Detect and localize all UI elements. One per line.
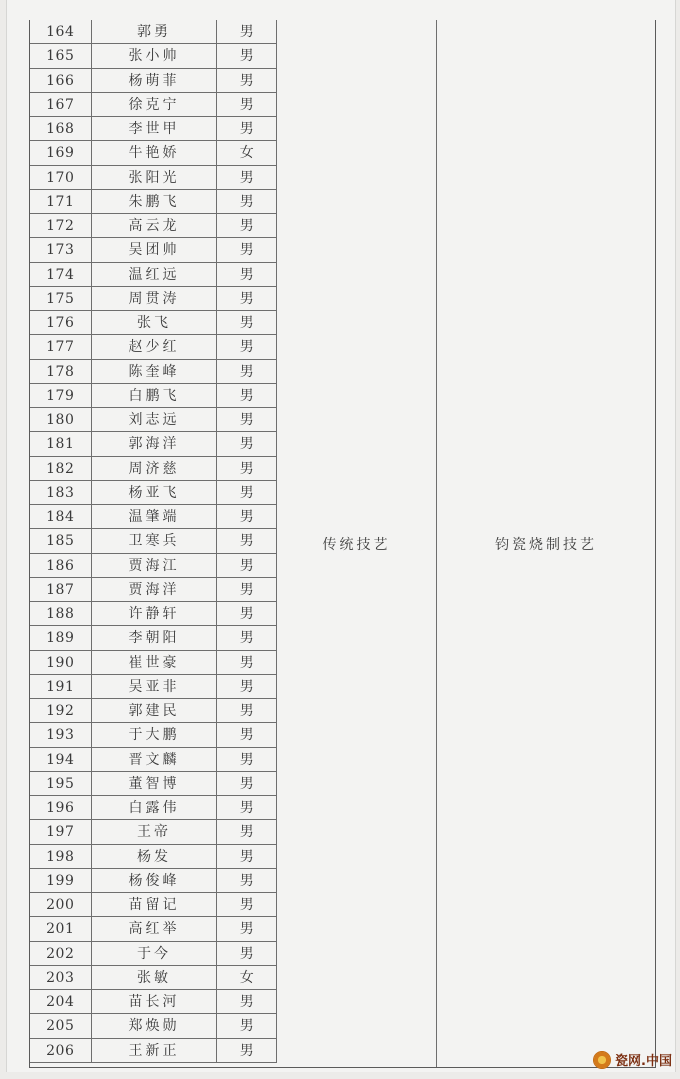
roster-table — [29, 20, 656, 1068]
row-number: 191 — [30, 675, 92, 698]
row-name: 温红远 — [92, 263, 218, 286]
row-name: 张小帅 — [92, 44, 218, 67]
table-row — [30, 287, 277, 311]
row-name: 崔世豪 — [92, 651, 218, 674]
table-row — [30, 93, 277, 117]
row-name: 张敏 — [92, 966, 218, 989]
row-gender: 男 — [217, 1014, 277, 1037]
table-row — [30, 432, 277, 456]
row-number: 184 — [30, 505, 92, 528]
row-name: 杨亚飞 — [92, 481, 218, 504]
row-gender: 男 — [217, 190, 277, 213]
row-gender: 男 — [217, 699, 277, 722]
row-gender: 男 — [217, 93, 277, 116]
row-name: 张阳光 — [92, 166, 218, 189]
table-row — [30, 69, 277, 93]
row-number: 164 — [30, 20, 92, 43]
row-name: 王帝 — [92, 820, 218, 843]
row-number: 169 — [30, 141, 92, 164]
row-name: 苗长河 — [92, 990, 218, 1013]
row-name: 周贯涛 — [92, 287, 218, 310]
table-row — [30, 942, 277, 966]
table-row — [30, 263, 277, 287]
row-name: 郭建民 — [92, 699, 218, 722]
row-number: 205 — [30, 1014, 92, 1037]
row-number: 204 — [30, 990, 92, 1013]
table-row — [30, 481, 277, 505]
row-number: 183 — [30, 481, 92, 504]
row-number: 192 — [30, 699, 92, 722]
table-row — [30, 893, 277, 917]
row-name: 李世甲 — [92, 117, 218, 140]
row-number: 167 — [30, 93, 92, 116]
row-number: 188 — [30, 602, 92, 625]
row-name: 王新正 — [92, 1039, 218, 1062]
table-row — [30, 1039, 277, 1063]
table-row — [30, 917, 277, 941]
table-row — [30, 20, 277, 44]
table-row — [30, 141, 277, 165]
table-row — [30, 869, 277, 893]
row-gender: 男 — [217, 820, 277, 843]
table-row — [30, 578, 277, 602]
row-number: 203 — [30, 966, 92, 989]
table-row — [30, 505, 277, 529]
table-row — [30, 651, 277, 675]
row-gender: 男 — [217, 408, 277, 431]
row-name: 温肇端 — [92, 505, 218, 528]
row-gender: 男 — [217, 117, 277, 140]
row-number: 168 — [30, 117, 92, 140]
row-number: 181 — [30, 432, 92, 455]
row-gender: 男 — [217, 675, 277, 698]
table-row — [30, 214, 277, 238]
row-gender: 男 — [217, 20, 277, 43]
row-gender: 男 — [217, 942, 277, 965]
row-gender: 男 — [217, 651, 277, 674]
table-row — [30, 311, 277, 335]
row-gender: 男 — [217, 772, 277, 795]
table-row — [30, 748, 277, 772]
row-name: 李朝阳 — [92, 626, 218, 649]
row-number: 166 — [30, 69, 92, 92]
row-name: 陈奎峰 — [92, 360, 218, 383]
row-number: 182 — [30, 457, 92, 480]
row-gender: 男 — [217, 554, 277, 577]
row-gender: 男 — [217, 214, 277, 237]
table-row — [30, 820, 277, 844]
row-name: 白鹏飞 — [92, 384, 218, 407]
row-number: 193 — [30, 723, 92, 746]
row-number: 187 — [30, 578, 92, 601]
table-row — [30, 772, 277, 796]
row-name: 高云龙 — [92, 214, 218, 237]
table-row — [30, 796, 277, 820]
row-gender: 男 — [217, 990, 277, 1013]
row-name: 杨萌菲 — [92, 69, 218, 92]
row-gender: 男 — [217, 626, 277, 649]
site-watermark — [593, 1050, 672, 1069]
row-name: 杨俊峰 — [92, 869, 218, 892]
row-name: 吴亚非 — [92, 675, 218, 698]
row-name: 杨发 — [92, 845, 218, 868]
table-row — [30, 723, 277, 747]
row-gender: 男 — [217, 311, 277, 334]
row-name: 朱鹏飞 — [92, 190, 218, 213]
row-name: 于大鹏 — [92, 723, 218, 746]
table-row — [30, 190, 277, 214]
row-gender: 女 — [217, 141, 277, 164]
row-name: 刘志远 — [92, 408, 218, 431]
row-gender: 男 — [217, 287, 277, 310]
table-row — [30, 117, 277, 141]
document-page — [6, 0, 676, 1072]
row-number: 202 — [30, 942, 92, 965]
row-gender: 男 — [217, 263, 277, 286]
row-number: 186 — [30, 554, 92, 577]
row-number: 172 — [30, 214, 92, 237]
row-name: 周济慈 — [92, 457, 218, 480]
row-gender: 女 — [217, 966, 277, 989]
row-number: 170 — [30, 166, 92, 189]
table-row — [30, 44, 277, 68]
row-name: 董智博 — [92, 772, 218, 795]
table-row — [30, 966, 277, 990]
table-row — [30, 384, 277, 408]
row-name: 吴团帅 — [92, 238, 218, 261]
project-text: 钧瓷烧制技艺 — [495, 536, 597, 553]
row-number: 165 — [30, 44, 92, 67]
row-gender: 男 — [217, 796, 277, 819]
row-name: 高红举 — [92, 917, 218, 940]
row-number: 174 — [30, 263, 92, 286]
watermark-logo-icon — [593, 1051, 611, 1069]
row-number: 171 — [30, 190, 92, 213]
row-number: 206 — [30, 1039, 92, 1062]
row-gender: 男 — [217, 360, 277, 383]
row-gender: 男 — [217, 748, 277, 771]
row-name: 贾海江 — [92, 554, 218, 577]
table-row — [30, 408, 277, 432]
table-row — [30, 166, 277, 190]
category-cell — [277, 20, 437, 1067]
row-gender: 男 — [217, 505, 277, 528]
project-cell — [437, 20, 655, 1067]
row-number: 178 — [30, 360, 92, 383]
row-number: 198 — [30, 845, 92, 868]
row-gender: 男 — [217, 69, 277, 92]
table-row — [30, 457, 277, 481]
row-number: 201 — [30, 917, 92, 940]
row-number: 196 — [30, 796, 92, 819]
table-row — [30, 699, 277, 723]
table-row — [30, 626, 277, 650]
table-row — [30, 845, 277, 869]
row-gender: 男 — [217, 917, 277, 940]
watermark-text: 瓷网.中国 — [615, 1054, 672, 1069]
row-gender: 男 — [217, 602, 277, 625]
row-number: 200 — [30, 893, 92, 916]
row-name: 郑焕勋 — [92, 1014, 218, 1037]
row-name: 晋文麟 — [92, 748, 218, 771]
row-name: 于今 — [92, 942, 218, 965]
table-row — [30, 360, 277, 384]
row-number: 173 — [30, 238, 92, 261]
row-gender: 男 — [217, 578, 277, 601]
row-name: 卫寒兵 — [92, 529, 218, 552]
row-name: 张飞 — [92, 311, 218, 334]
row-number: 189 — [30, 626, 92, 649]
table-row — [30, 602, 277, 626]
category-text: 传统技艺 — [322, 536, 391, 553]
row-name: 徐克宁 — [92, 93, 218, 116]
row-number: 199 — [30, 869, 92, 892]
table-row — [30, 1014, 277, 1038]
row-gender: 男 — [217, 1039, 277, 1062]
row-gender: 男 — [217, 845, 277, 868]
row-name: 苗留记 — [92, 893, 218, 916]
row-gender: 男 — [217, 238, 277, 261]
row-number: 185 — [30, 529, 92, 552]
row-gender: 男 — [217, 335, 277, 358]
table-row — [30, 554, 277, 578]
row-number: 179 — [30, 384, 92, 407]
table-row — [30, 675, 277, 699]
row-gender: 男 — [217, 893, 277, 916]
row-number: 177 — [30, 335, 92, 358]
row-name: 牛艳娇 — [92, 141, 218, 164]
table-row — [30, 238, 277, 262]
row-name: 郭海洋 — [92, 432, 218, 455]
row-number: 175 — [30, 287, 92, 310]
row-number: 195 — [30, 772, 92, 795]
table-row — [30, 529, 277, 553]
row-name: 贾海洋 — [92, 578, 218, 601]
row-number: 176 — [30, 311, 92, 334]
row-gender: 男 — [217, 384, 277, 407]
row-gender: 男 — [217, 457, 277, 480]
table-row — [30, 990, 277, 1014]
row-gender: 男 — [217, 869, 277, 892]
row-number: 180 — [30, 408, 92, 431]
row-gender: 男 — [217, 432, 277, 455]
row-gender: 男 — [217, 723, 277, 746]
table-rows — [30, 20, 277, 1063]
row-name: 白露伟 — [92, 796, 218, 819]
row-name: 许静轩 — [92, 602, 218, 625]
row-name: 赵少红 — [92, 335, 218, 358]
row-gender: 男 — [217, 44, 277, 67]
row-gender: 男 — [217, 481, 277, 504]
row-gender: 男 — [217, 166, 277, 189]
row-name: 郭勇 — [92, 20, 218, 43]
table-row — [30, 335, 277, 359]
row-number: 190 — [30, 651, 92, 674]
row-number: 194 — [30, 748, 92, 771]
row-number: 197 — [30, 820, 92, 843]
row-gender: 男 — [217, 529, 277, 552]
